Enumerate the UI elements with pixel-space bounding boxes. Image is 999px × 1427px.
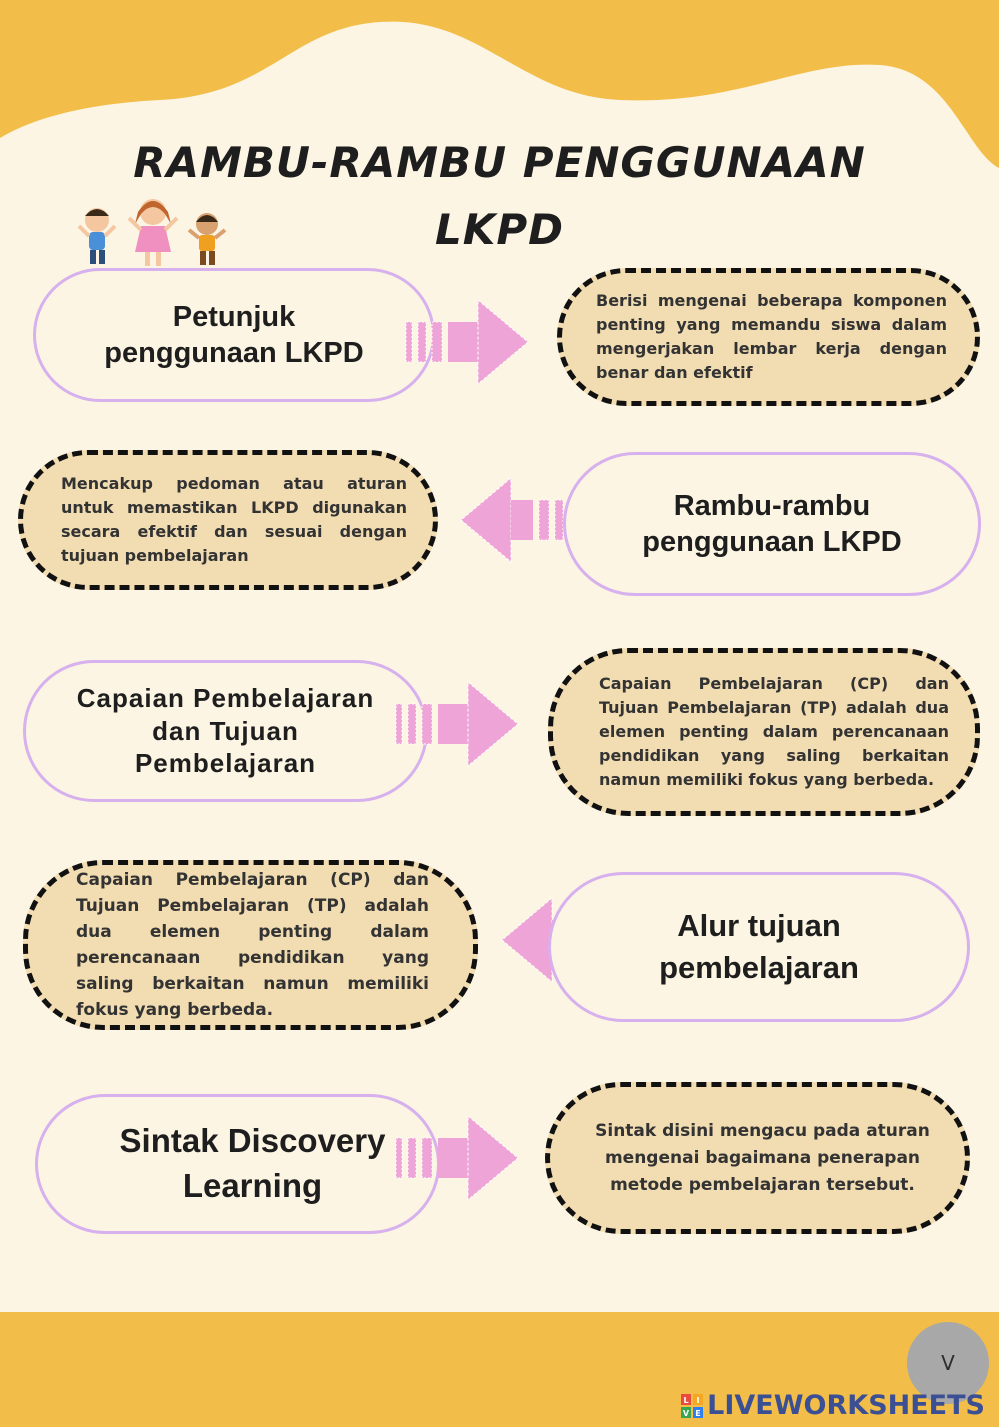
description-box-1 bbox=[557, 268, 980, 406]
topic-label-2: Rambu-rambu penggunaan LKPD bbox=[642, 489, 902, 558]
description-box-3 bbox=[548, 648, 980, 816]
topic-pill-5[interactable] bbox=[35, 1094, 440, 1234]
description-text-3: Capaian Pembelajaran (CP) dan Tujuan Pembelajaran (TP) adalah dua elemen penting dalam perencanaan pendidikan yang saling berkaitan namun memiliki fokus yang berbeda. bbox=[599, 674, 949, 789]
kids-illustration bbox=[75, 190, 235, 270]
topic-label-5: Sintak Discovery Learning bbox=[119, 1122, 386, 1204]
description-box-2 bbox=[18, 450, 438, 590]
description-text-1: Berisi mengenai beberapa komponen penting yang memandu siswa dalam mengerjakan lembar kerja dengan benar dan efektif bbox=[596, 291, 947, 382]
topic-pill-3[interactable] bbox=[23, 660, 428, 802]
page-title-line2: LKPD bbox=[435, 205, 564, 254]
topic-label-4: Alur tujuan pembelajaran bbox=[659, 908, 859, 985]
description-text-5: Sintak disini mengacu pada aturan mengenai bagaimana penerapan metode pembelajaran tersebut. bbox=[595, 1120, 930, 1195]
svg-text:L: L bbox=[683, 1395, 689, 1405]
svg-text:E: E bbox=[695, 1408, 701, 1418]
page-number: V bbox=[941, 1351, 955, 1375]
topic-label-1: Petunjuk penggunaan LKPD bbox=[104, 300, 364, 369]
description-text-2: Mencakup pedoman atau aturan untuk memastikan LKPD digunakan secara efektif dan sesuai dengan tujuan pembelajaran bbox=[61, 474, 407, 565]
description-box-4 bbox=[23, 860, 478, 1030]
arrow-right-icon bbox=[402, 296, 532, 388]
description-text-4: Capaian Pembelajaran (CP) dan Tujuan Pembelajaran (TP) adalah dua elemen penting dalam perencanaan pendidikan yang saling berkaitan namun memiliki fokus yang berbeda. bbox=[76, 870, 429, 1020]
svg-text:V: V bbox=[683, 1408, 690, 1418]
brand-name: LIVEWORKSHEETS bbox=[707, 1390, 985, 1421]
page-title-line1: RAMBU-RAMBU PENGGUNAAN bbox=[133, 138, 866, 187]
description-box-5 bbox=[545, 1082, 970, 1234]
svg-text:I: I bbox=[696, 1395, 700, 1405]
liveworksheets-brand[interactable] bbox=[681, 1390, 985, 1421]
topic-label-3: Capaian Pembelajaran dan Tujuan Pembelajaran bbox=[76, 683, 375, 779]
liveworksheets-logo bbox=[681, 1394, 703, 1418]
topic-pill-2[interactable] bbox=[563, 452, 981, 596]
topic-pill-1[interactable] bbox=[33, 268, 435, 402]
arrow-right-icon bbox=[392, 1112, 522, 1204]
arrow-right-icon bbox=[392, 678, 522, 770]
topic-pill-4[interactable] bbox=[548, 872, 970, 1022]
